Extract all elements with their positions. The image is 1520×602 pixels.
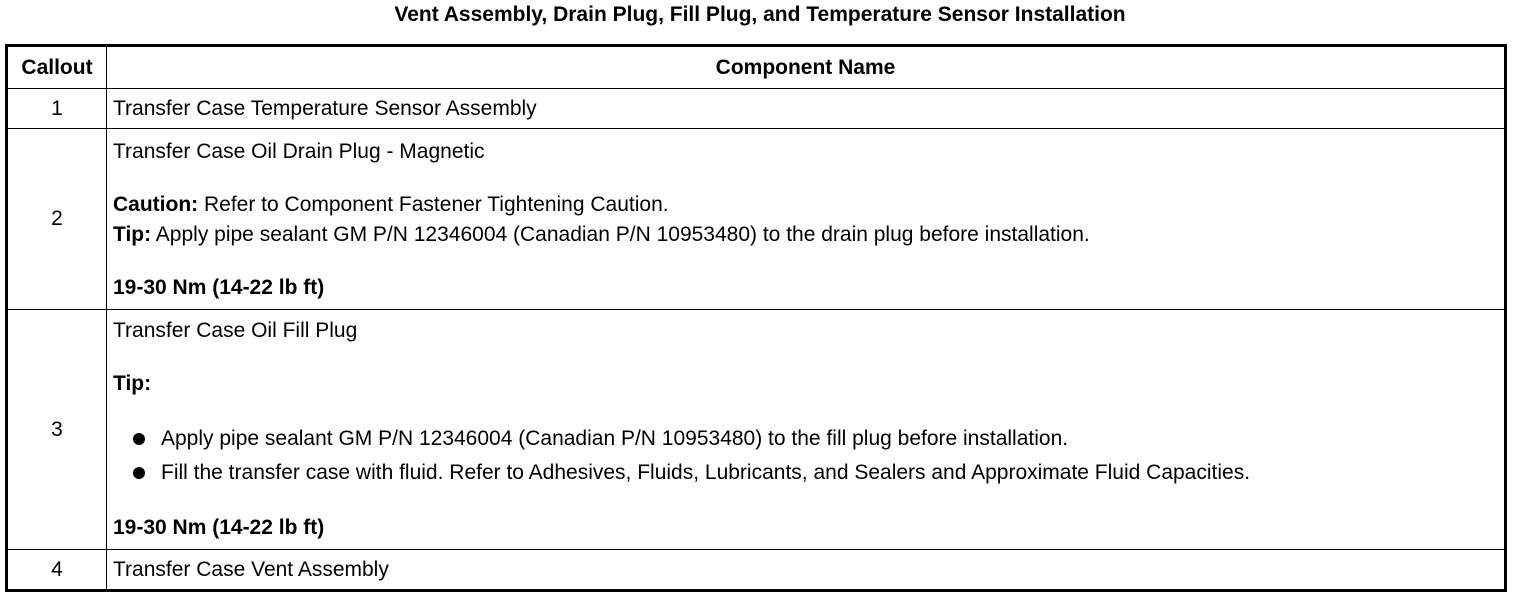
callout-number: 3 (7, 310, 107, 550)
table-row (7, 129, 1506, 310)
list-item: Fill the transfer case with fluid. Refer to Adhesives, Fluids, Lubricants, and Sealers and Approximate Fluid Capacities. (113, 456, 1504, 490)
caution-label: Caution: (113, 193, 199, 216)
column-header-callout: Callout (7, 46, 107, 89)
table-row (7, 310, 1506, 550)
list-item: Apply pipe sealant GM P/N 12346004 (Canadian P/N 10953480) to the fill plug before installation. (113, 422, 1504, 456)
component-name: Transfer Case Oil Fill Plug (113, 319, 358, 342)
component-table (5, 44, 1507, 592)
component-name: Transfer Case Oil Drain Plug - Magnetic (113, 140, 485, 163)
callout-number: 4 (7, 550, 107, 591)
table-row (7, 550, 1506, 591)
caution-note (113, 190, 1504, 220)
component-details (107, 129, 1506, 310)
tip-label: Tip: (113, 223, 152, 246)
table-row (7, 89, 1506, 129)
callout-number: 2 (7, 129, 107, 310)
tip-label: Tip: (113, 372, 152, 395)
tip-text: Apply pipe sealant GM P/N 12346004 (Canadian P/N 10953480) to the drain plug before installation. (151, 223, 1090, 246)
tip-bullet-list (113, 422, 1504, 490)
callout-number: 1 (7, 89, 107, 129)
torque-spec: 19-30 Nm (14-22 lb ft) (113, 516, 325, 539)
page-title: Vent Assembly, Drain Plug, Fill Plug, and Temperature Sensor Installation (394, 3, 1126, 26)
component-details (107, 310, 1506, 550)
component-name: Transfer Case Vent Assembly (107, 550, 1506, 591)
tip-note (113, 220, 1504, 250)
torque-spec: 19-30 Nm (14-22 lb ft) (113, 276, 325, 299)
caution-text: Refer to Component Fastener Tightening Caution. (198, 193, 669, 216)
column-header-component-name: Component Name (107, 46, 1506, 89)
component-name: Transfer Case Temperature Sensor Assembly (107, 89, 1506, 129)
table-header-row (7, 46, 1506, 89)
